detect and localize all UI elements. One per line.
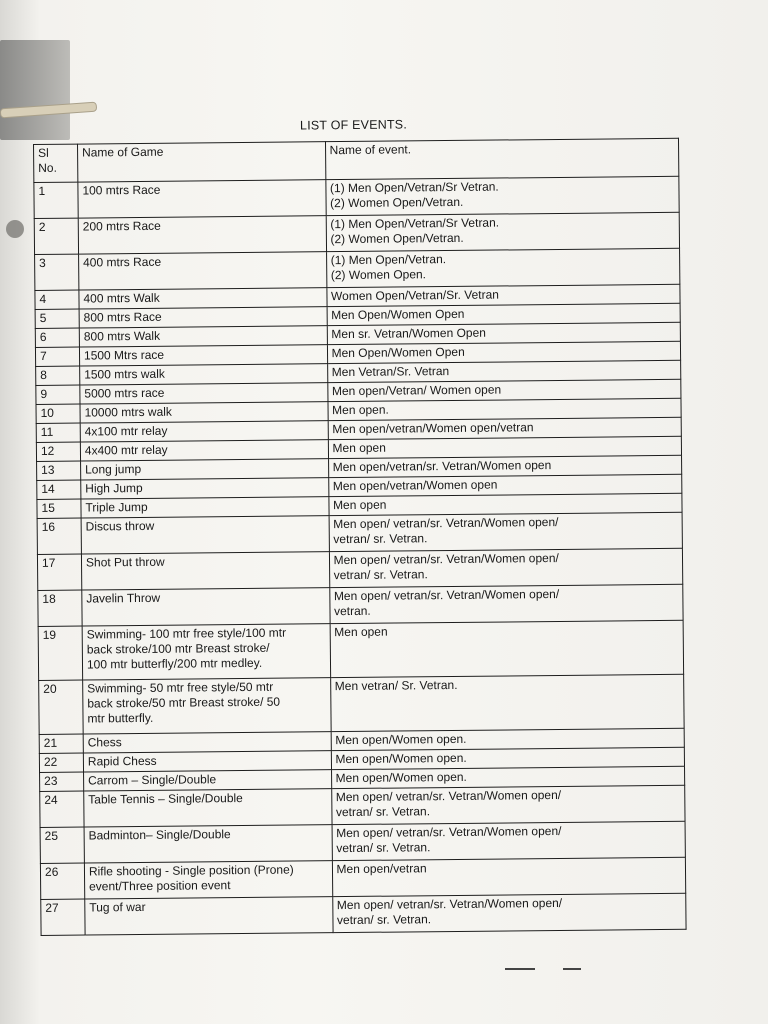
cell-game-name: Carrom – Single/Double <box>83 770 331 791</box>
cell-event-name: (1) Men Open/Vetran/Sr Vetran. (2) Women Open/Vetran. <box>326 212 680 251</box>
cell-sl-no: 20 <box>39 680 83 734</box>
cell-event-name: Men open/vetran <box>332 857 686 896</box>
cell-event-name: Men Open/Women Open <box>327 341 681 363</box>
cell-sl-no: 7 <box>35 347 79 366</box>
cell-game-name: 1500 mtrs walk <box>80 364 328 385</box>
cell-game-name: High Jump <box>81 478 329 499</box>
cell-sl-no: 9 <box>36 385 80 404</box>
cell-event-name: Women Open/Vetran/Sr. Vetran <box>326 284 680 306</box>
table-row <box>38 620 683 680</box>
cell-event-name: Men open/ vetran/sr. Vetran/Women open/ vetran. <box>329 584 683 623</box>
table-row <box>40 785 685 827</box>
cell-sl-no: 5 <box>35 309 79 328</box>
cell-event-name: Men Open/Women Open <box>327 303 681 325</box>
cell-game-name: 4x400 mtr relay <box>80 440 328 461</box>
table-row <box>34 176 679 218</box>
cell-game-name: 800 mtrs Race <box>79 307 327 328</box>
cell-sl-no: 18 <box>38 590 82 626</box>
table-row <box>40 821 685 863</box>
table-row <box>39 674 684 734</box>
cell-game-name: Shot Put throw <box>81 552 329 590</box>
cell-game-name: Badminton– Single/Double <box>84 825 332 863</box>
cell-event-name: Men open <box>330 620 684 677</box>
footer-scribble <box>505 968 585 972</box>
cell-sl-no: 2 <box>34 218 78 254</box>
cell-sl-no: 14 <box>37 480 81 499</box>
cell-event-name: Men sr. Vetran/Women Open <box>327 322 681 344</box>
table-row <box>34 212 679 254</box>
cell-sl-no: 3 <box>35 254 79 290</box>
cell-game-name: Discus throw <box>81 516 329 554</box>
cell-event-name: (1) Men Open/Vetran/Sr Vetran. (2) Women Open/Vetran. <box>325 176 679 215</box>
table-row <box>37 548 682 590</box>
cell-event-name: Men open <box>328 436 682 458</box>
table-row <box>40 857 685 899</box>
cell-game-name: Tug of war <box>85 897 333 935</box>
cell-sl-no: 1 <box>34 182 78 218</box>
header-name-of-event: Name of event. <box>325 138 679 179</box>
metal-clip <box>0 40 70 140</box>
cell-sl-no: 24 <box>40 791 84 827</box>
cell-event-name: Men Vetran/Sr. Vetran <box>327 360 681 382</box>
cell-event-name: Men open/Women open. <box>331 728 685 750</box>
cell-sl-no: 22 <box>39 753 83 772</box>
cell-sl-no: 8 <box>36 366 80 385</box>
cell-event-name: (1) Men Open/Vetran. (2) Women Open. <box>326 248 680 287</box>
cell-game-name: Rifle shooting - Single position (Prone) event/Three position event <box>84 861 332 899</box>
cell-game-name: 200 mtrs Race <box>78 216 326 254</box>
cell-game-name: Table Tennis – Single/Double <box>84 789 332 827</box>
cell-sl-no: 10 <box>36 404 80 423</box>
header-name-of-game: Name of Game <box>77 142 325 182</box>
cell-sl-no: 21 <box>39 734 83 753</box>
cell-event-name: Men open/ vetran/sr. Vetran/Women open/ vetran/ sr. Vetran. <box>332 821 686 860</box>
cell-event-name: Men open/vetran/Women open/vetran <box>328 417 682 439</box>
cell-sl-no: 17 <box>37 554 81 590</box>
cell-sl-no: 12 <box>36 442 80 461</box>
cell-event-name: Men open/ vetran/sr. Vetran/Women open/ vetran/ sr. Vetran. <box>332 893 686 932</box>
cell-event-name: Men vetran/ Sr. Vetran. <box>330 674 684 731</box>
cell-sl-no: 11 <box>36 423 80 442</box>
cell-game-name: Javelin Throw <box>82 588 330 626</box>
cell-game-name: Chess <box>83 732 331 753</box>
cell-sl-no: 27 <box>41 899 85 935</box>
header-row <box>34 138 679 182</box>
cell-game-name: 4x100 mtr relay <box>80 421 328 442</box>
cell-event-name: Men open/Vetran/ Women open <box>327 379 681 401</box>
table-row <box>37 512 682 554</box>
cell-event-name: Men open/Women open. <box>331 747 685 769</box>
cell-event-name: Men open <box>328 493 682 515</box>
cell-sl-no: 16 <box>37 518 81 554</box>
page-title: LIST OF EVENTS. <box>299 117 408 133</box>
cell-game-name: Triple Jump <box>81 497 329 518</box>
cell-sl-no: 25 <box>40 827 84 863</box>
cell-sl-no: 6 <box>35 328 79 347</box>
cell-event-name: Men open. <box>328 398 682 420</box>
cell-game-name: 100 mtrs Race <box>78 180 326 218</box>
table-row <box>35 248 680 290</box>
cell-event-name: Men open/ vetran/sr. Vetran/Women open/ vetran/ sr. Vetran. <box>331 785 685 824</box>
cell-event-name: Men open/ vetran/sr. Vetran/Women open/ vetran/ sr. Vetran. <box>329 548 683 587</box>
table-row <box>38 584 683 626</box>
cell-game-name: 800 mtrs Walk <box>79 326 327 347</box>
cell-event-name: Men open/ vetran/sr. Vetran/Women open/ vetran/ sr. Vetran. <box>329 512 683 551</box>
punch-hole <box>6 220 24 238</box>
cell-game-name: Long jump <box>80 459 328 480</box>
header-sl-no: Sl No. <box>34 144 78 182</box>
cell-game-name: Rapid Chess <box>83 751 331 772</box>
cell-game-name: 400 mtrs Race <box>79 252 327 290</box>
cell-game-name: 10000 mtrs walk <box>80 402 328 423</box>
cell-sl-no: 23 <box>40 772 84 791</box>
cell-sl-no: 13 <box>37 461 81 480</box>
cell-sl-no: 19 <box>38 626 82 680</box>
table-row <box>41 893 686 935</box>
cell-game-name: 400 mtrs Walk <box>79 288 327 309</box>
cell-game-name: Swimming- 50 mtr free style/50 mtr back stroke/50 mtr Breast stroke/ 50 mtr butterfly. <box>83 678 331 734</box>
cell-sl-no: 15 <box>37 499 81 518</box>
cell-sl-no: 4 <box>35 290 79 309</box>
cell-sl-no: 26 <box>40 863 84 899</box>
cell-event-name: Men open/vetran/sr. Vetran/Women open <box>328 455 682 477</box>
cell-game-name: 5000 mtrs race <box>80 383 328 404</box>
cell-game-name: 1500 Mtrs race <box>79 345 327 366</box>
events-table <box>33 138 687 936</box>
cell-event-name: Men open/Women open. <box>331 766 685 788</box>
cell-game-name: Swimming- 100 mtr free style/100 mtr back stroke/100 mtr Breast stroke/ 100 mtr butterfly/200 mtr medley. <box>82 624 330 680</box>
cell-event-name: Men open/vetran/Women open <box>328 474 682 496</box>
